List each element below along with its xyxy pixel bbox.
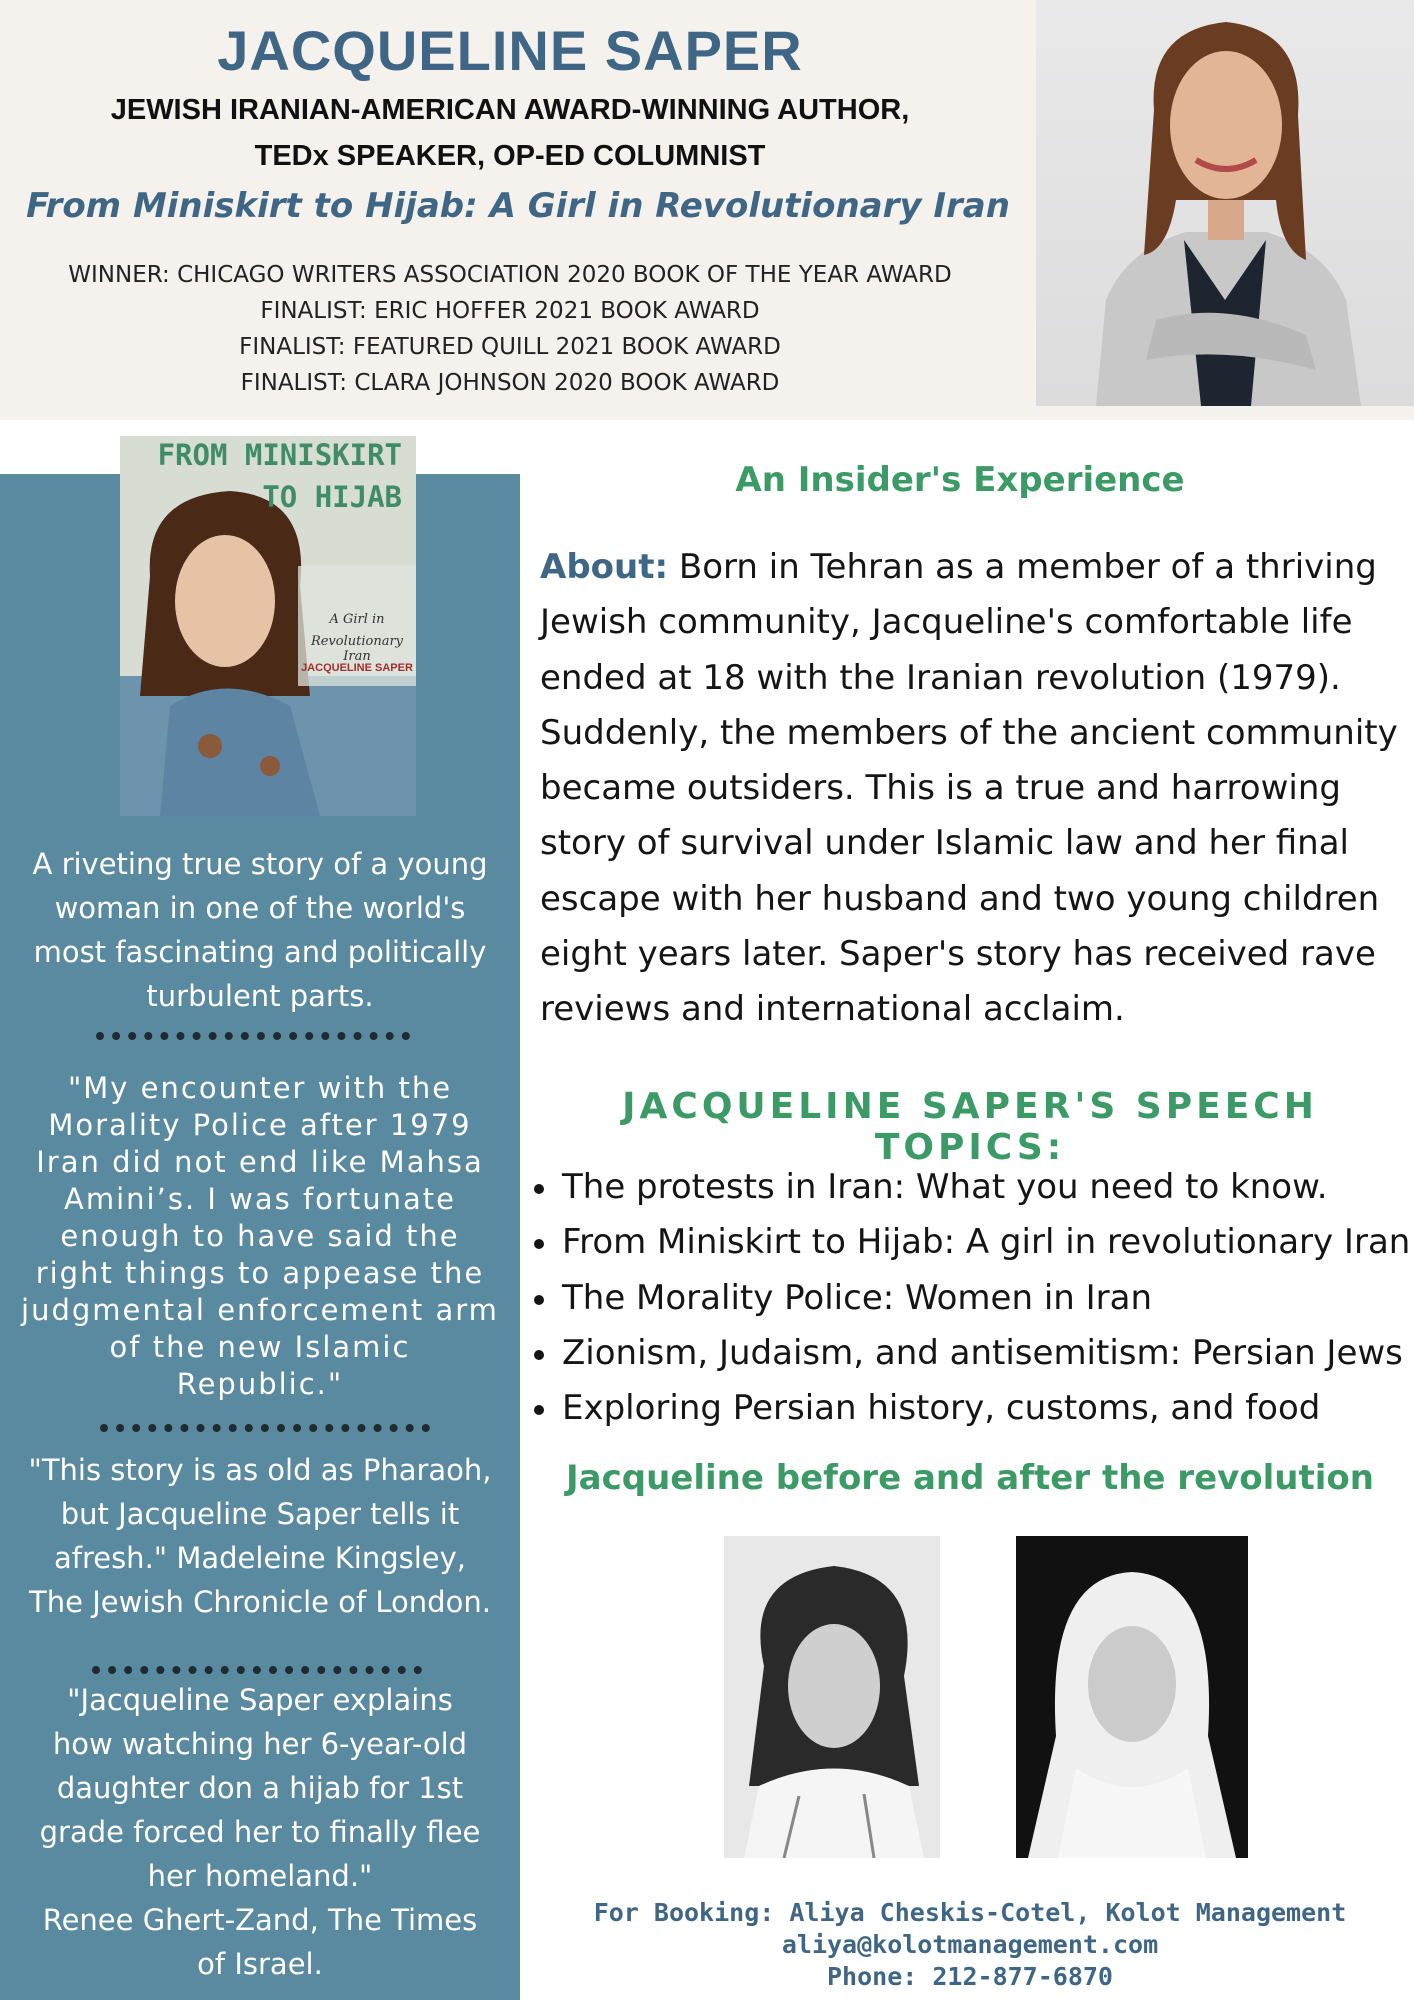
photos-heading: Jacqueline before and after the revolution: [566, 1458, 1374, 1498]
quote3-line: how watching her 6-year-old: [52, 1727, 468, 1761]
about-line: reviews and international acclaim.: [540, 989, 1125, 1030]
award-winner: WINNER: CHICAGO WRITERS ASSOCIATION 2020 BOOK OF THE YEAR AWARD: [68, 262, 952, 288]
quote3-line: daughter don a hijab for 1st: [56, 1771, 464, 1805]
booking-phone[interactable]: Phone: 212-877-6870: [827, 1962, 1113, 1991]
quote3-line: her homeland.": [147, 1859, 373, 1893]
author-name: JACQUELINE SAPER: [217, 19, 803, 82]
topic-item: Zionism, Judaism, and antisemitism: Persian Jews: [520, 1326, 1414, 1381]
quote1-line: Republic.": [176, 1367, 344, 1401]
quote2-line: "This story is as old as Pharaoh,: [28, 1453, 492, 1487]
topic-item: The protests in Iran: What you need to know.: [520, 1160, 1414, 1215]
quote1-line: of the new Islamic: [109, 1330, 411, 1364]
dotted-divider: [92, 1666, 422, 1674]
award-finalist-hoffer: FINALIST: ERIC HOFFER 2021 BOOK AWARD: [260, 298, 760, 324]
photo-before-revolution: [724, 1536, 940, 1858]
quote1-line: Amini’s. I was fortunate: [64, 1182, 456, 1216]
insider-heading: An Insider's Experience: [735, 460, 1185, 500]
about-line: became outsiders. This is a true and harrowing: [540, 768, 1341, 809]
dotted-divider: [96, 1032, 410, 1040]
quote1-line: enough to have said the: [60, 1219, 460, 1253]
about-paragraph: [540, 540, 1400, 1038]
about-line: ended at 18 with the Iranian revolution (1979).: [540, 657, 1341, 698]
blurb-line: turbulent parts.: [146, 979, 374, 1013]
about-line: Jewish community, Jacqueline's comfortable life: [540, 602, 1353, 643]
quote1-line: "My encounter with the: [67, 1071, 453, 1105]
quote1-line: judgmental enforcement arm: [21, 1293, 499, 1327]
author-portrait: [1036, 0, 1414, 406]
blurb-line: most fascinating and politically: [33, 935, 487, 969]
quote1-line: Iran did not end like Mahsa: [36, 1145, 484, 1179]
cover-author: JACQUELINE SAPER: [301, 662, 413, 674]
quote3-line: "Jacqueline Saper explains: [67, 1683, 453, 1717]
about-line: eight years later. Saper's story has received rave: [540, 934, 1376, 975]
quote1-line: Morality Police after 1979: [48, 1108, 472, 1142]
about-line: Suddenly, the members of the ancient community: [540, 712, 1398, 753]
cover-title-line1: FROM MINISKIRT: [157, 438, 402, 472]
booking-email[interactable]: aliya@kolotmanagement.com: [781, 1930, 1159, 1959]
quote2-line: afresh." Madeleine Kingsley,: [53, 1541, 467, 1575]
quote1-line: right things to appease the: [35, 1256, 485, 1290]
quote2-line: but Jacqueline Saper tells it: [60, 1497, 460, 1531]
topics-list: [520, 1160, 1414, 1436]
topic-item: Exploring Persian history, customs, and food: [520, 1381, 1414, 1436]
about-label: About:: [540, 547, 669, 587]
quote3-line: grade forced her to finally flee: [39, 1815, 481, 1849]
about-line: story of survival under Islamic law and her final: [540, 823, 1349, 864]
dotted-divider: [100, 1424, 430, 1432]
book-title: From Miniskirt to Hijab: A Girl in Revolutionary Iran: [26, 186, 1010, 226]
topic-item: The Morality Police: Women in Iran: [520, 1271, 1414, 1326]
about-line: Born in Tehran as a member of a thriving: [668, 547, 1377, 587]
award-finalist-johnson: FINALIST: CLARA JOHNSON 2020 BOOK AWARD: [240, 370, 780, 396]
cover-subtitle-line2: Revolutionary Iran: [310, 634, 404, 664]
quote2-line: The Jewish Chronicle of London.: [29, 1585, 491, 1619]
booking-contact: For Booking: Aliya Cheskis-Cotel, Kolot Management: [593, 1898, 1347, 1927]
blurb-line: woman in one of the world's: [54, 891, 466, 925]
cover-title-line2: TO HIJAB: [262, 480, 402, 514]
author-subtitle-line2: TEDx SPEAKER, OP-ED COLUMNIST: [254, 140, 766, 172]
blurb-line: A riveting true story of a young: [32, 847, 488, 881]
book-cover: [120, 436, 416, 816]
photo-after-revolution: [1016, 1536, 1248, 1858]
quote3-line: of Israel.: [197, 1947, 323, 1981]
author-subtitle-line1: JEWISH IRANIAN-AMERICAN AWARD-WINNING AUTHOR,: [110, 94, 910, 126]
award-finalist-quill: FINALIST: FEATURED QUILL 2021 BOOK AWARD: [239, 334, 781, 360]
topics-heading: JACQUELINE SAPER'S SPEECH TOPICS:: [622, 1086, 1318, 1168]
about-line: escape with her husband and two young children: [540, 878, 1380, 919]
quote3-line: Renee Ghert-Zand, The Times: [42, 1903, 478, 1937]
topic-item: From Miniskirt to Hijab: A girl in revolutionary Iran: [520, 1215, 1414, 1270]
cover-subtitle-line1: A Girl in: [329, 612, 385, 627]
